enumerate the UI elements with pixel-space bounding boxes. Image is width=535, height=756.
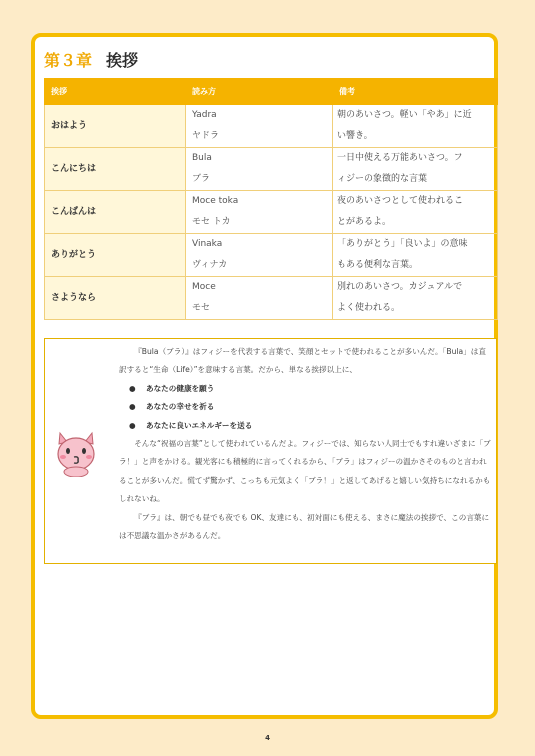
greeting-cell: おはよう — [45, 105, 186, 148]
reading-cell — [186, 277, 333, 320]
greeting-cell: さようなら — [45, 277, 186, 320]
note-cell — [333, 148, 498, 191]
romaji-text: Moce toka — [192, 196, 239, 206]
greeting-cell: ありがとう — [45, 234, 186, 277]
bullet-list — [119, 380, 491, 435]
table-header-note: 備考 — [333, 79, 498, 105]
note-cell — [333, 234, 498, 277]
note-box — [44, 338, 497, 564]
bullet-icon: ● — [129, 383, 136, 393]
greeting-table — [44, 78, 498, 320]
note-line: ィジーの象徴的な言葉 — [337, 174, 428, 184]
note-line: 一日中使える万能あいさつ。フ — [337, 153, 463, 163]
katakana-text: ヤドラ — [192, 131, 220, 141]
note-line: い響き。 — [337, 131, 373, 141]
chapter-number: 第３章 — [44, 51, 93, 70]
page-number: 4 — [265, 734, 270, 742]
reading-cell — [186, 234, 333, 277]
reading-cell — [186, 191, 333, 234]
note-intro: 『Bula（ブラ）』はフィジーを代表する言葉で、笑顔とセットで使われることが多いんだ。「Bula」は直訳すると“生命（Life）”を意味する言葉。だから、単なる挨拶以上に、 — [119, 347, 486, 375]
note-text — [119, 343, 491, 545]
chapter-heading — [44, 50, 138, 72]
katakana-text: ブラ — [192, 174, 211, 184]
katakana-text: モセ — [192, 303, 211, 313]
reading-cell — [186, 148, 333, 191]
bullet-icon: ● — [129, 402, 136, 412]
note-paragraph: 『ブラ』は、朝でも昼でも夜でも OK、友達にも、初対面にも使える、まさに魔法の挨拶で、この言葉には不思議な温かさがあるんだ。 — [119, 512, 490, 541]
katakana-text: ヴィナカ — [192, 260, 228, 270]
table-row — [45, 277, 498, 320]
list-item: ● あなたの健康を願う — [119, 380, 491, 398]
reading-cell — [186, 105, 333, 148]
romaji-text: Yadra — [192, 110, 217, 120]
table-row — [45, 105, 498, 148]
romaji-text: Vinaka — [192, 239, 223, 249]
katakana-text: モセ トカ — [192, 217, 231, 227]
table-header-reading: 読み方 — [186, 79, 333, 105]
table-row — [45, 191, 498, 234]
note-cell — [333, 191, 498, 234]
note-cell — [333, 277, 498, 320]
romaji-text: Moce — [192, 282, 216, 292]
note-line: 「ありがとう」「良いよ」の意味 — [337, 239, 468, 249]
table-header-row — [45, 79, 498, 105]
pig-mascot-icon — [52, 427, 100, 477]
greeting-cell: こんにちは — [45, 148, 186, 191]
note-line: 朝のあいさつ。軽い「やあ」に近 — [337, 110, 472, 120]
romaji-text: Bula — [192, 153, 212, 163]
bullet-icon: ● — [129, 420, 136, 430]
note-line: 夜のあいさつとして使われるこ — [337, 196, 464, 206]
note-line: 別れのあいさつ。カジュアルで — [337, 282, 463, 292]
page-sheet — [31, 33, 498, 719]
note-line: とがあるよ。 — [337, 217, 392, 227]
note-paragraph: そんな“祝福の言葉”として使われているんだよ。フィジーでは、知らない人同士でもすれ違いざまに「ブラ！」と声をかける。観光客にも積極的に言ってくれるから、「ブラ」はフィジーの温かさそのものと言われることが多いんだ。慌てず驚かず、こっちも元気よく「ブラ！」と返してあげると嬉しい気持ちになれるかもしれないね。 — [119, 439, 491, 504]
greeting-cell: こんばんは — [45, 191, 186, 234]
table-row — [45, 234, 498, 277]
table-header-greeting: 挨拶 — [45, 79, 186, 105]
list-item: ● あなたの幸せを祈る — [119, 398, 491, 416]
chapter-title: 挨拶 — [106, 51, 139, 70]
note-cell — [333, 105, 498, 148]
table-row — [45, 148, 498, 191]
list-item: ● あなたに良いエネルギーを送る — [119, 417, 491, 435]
note-line: よく使われる。 — [337, 303, 401, 313]
note-line: もある便利な言葉。 — [337, 260, 419, 270]
